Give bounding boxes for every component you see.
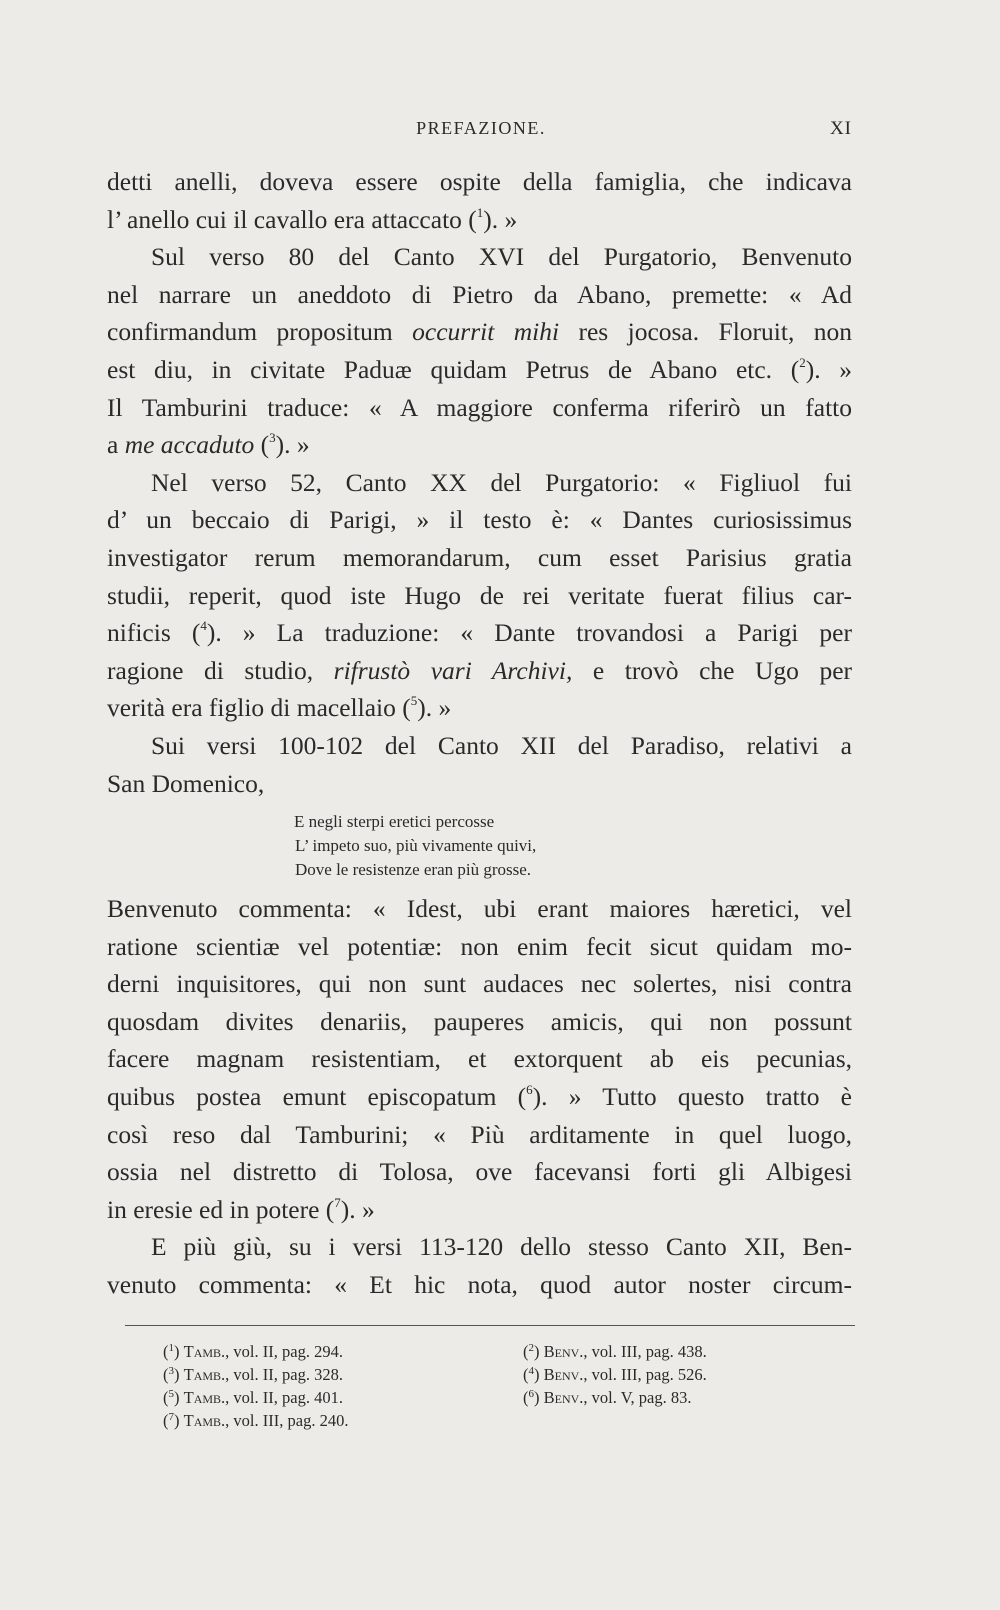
source-abbr: Tamb. xyxy=(183,1411,226,1430)
text-line: Sui versi 100-102 del Canto XII del Paradiso, relativi a xyxy=(151,730,852,760)
footnote-ref: 3 xyxy=(269,430,276,446)
footnote: ($^7$) Tamb., vol. III, pag. 240. xyxy=(163,1411,349,1430)
footnote: ($^5$) Tamb., vol. II, pag. 401. xyxy=(163,1388,343,1407)
footnote-ref: 2 xyxy=(799,354,806,370)
text-line: derni inquisitores, qui non sunt audaces nec solertes, nisi contra xyxy=(107,969,852,999)
source-abbr: Tamb. xyxy=(183,1342,226,1361)
text-fragment: ). » xyxy=(483,204,518,234)
text-line xyxy=(107,1191,852,1229)
running-header xyxy=(110,118,852,148)
text-line: d’ un beccaio di Parigi, » il testo è: « Dantes curiosissimus xyxy=(107,505,852,535)
text-fragment: ragione di studio, xyxy=(107,655,314,685)
footnote: ($^2$) Benv., vol. III, pag. 438. xyxy=(523,1342,707,1361)
verse-line: E negli sterpi eretici percosse xyxy=(294,812,495,832)
footnote-ref: 1 xyxy=(476,204,484,220)
text-line xyxy=(107,201,852,239)
verse-line: L’ impeto suo, più vivamente quivi, xyxy=(295,836,537,856)
text-fragment: a xyxy=(107,430,119,460)
page-number: XI xyxy=(829,118,852,139)
text-fragment: ). » xyxy=(805,354,852,384)
text-line: facere magnam resistentiam, et extorquent ab eis pecunias, xyxy=(107,1044,852,1074)
text-line xyxy=(107,313,852,351)
text-line: investigator rerum memorandarum, cum esset Parisius gratia xyxy=(107,542,852,572)
footnote-text: , vol. III, pag. 526. xyxy=(583,1365,707,1384)
footnote-text: , vol. V, pag. 83. xyxy=(583,1388,692,1407)
footnote-number: 5 xyxy=(168,1388,174,1400)
text-line xyxy=(107,426,852,464)
text-line xyxy=(107,652,852,690)
text-line: Il Tamburini traduce: « A maggiore conferma riferirò un fatto xyxy=(107,392,852,422)
source-abbr: Tamb. xyxy=(183,1365,226,1384)
footnotes-right-column xyxy=(523,1340,707,1409)
text-line: E più giù, su i versi 113-120 dello stesso Canto XII, Ben- xyxy=(151,1232,852,1262)
text-line: Nel verso 52, Canto XX del Purgatorio: « Figliuol fui xyxy=(151,467,852,497)
text-line: Sul verso 80 del Canto XVI del Purgatorio, Benvenuto xyxy=(151,242,852,272)
text-fragment: quibus postea emunt episcopatum ( xyxy=(107,1082,527,1112)
footnote-ref: 6 xyxy=(526,1082,533,1098)
footnote-ref: 5 xyxy=(410,693,418,709)
footnote-number: 2 xyxy=(528,1342,534,1354)
footnote: ($^3$) Tamb., vol. II, pag. 328. xyxy=(163,1365,343,1384)
text-fragment: verità era figlio di macellaio ( xyxy=(107,693,411,723)
source-abbr: Benv. xyxy=(543,1342,584,1361)
text-fragment: e trovò che Ugo per xyxy=(572,655,853,685)
footnote-text: , vol. III, pag. 438. xyxy=(583,1342,707,1361)
footnote-number: 4 xyxy=(528,1365,534,1377)
text-fragment: est diu, in civitate Paduæ quidam Petrus de Abano etc. ( xyxy=(107,354,800,384)
text-fragment: ). » xyxy=(340,1194,375,1224)
footnote-number: 3 xyxy=(168,1365,174,1377)
italic-phrase: rifrustò vari Archivi, xyxy=(333,655,573,685)
text-fragment: ( xyxy=(254,430,270,460)
text-line: ratione scientiæ vel potentiæ: non enim fecit sicut quidam mo- xyxy=(107,931,852,961)
text-fragment: ). » xyxy=(417,693,452,723)
main-text xyxy=(107,163,852,1304)
text-fragment: nificis ( xyxy=(107,618,201,648)
text-fragment: ). » Tutto questo tratto è xyxy=(532,1082,853,1112)
footnote-divider xyxy=(125,1325,855,1326)
footnote-number: 6 xyxy=(528,1388,534,1400)
footnote: ($^1$) Tamb., vol. II, pag. 294. xyxy=(163,1342,343,1361)
text-line xyxy=(107,351,852,389)
source-abbr: Benv. xyxy=(543,1365,584,1384)
italic-phrase: me accaduto xyxy=(124,430,255,460)
source-abbr: Benv. xyxy=(543,1388,584,1407)
verse-line: Dove le resistenze eran più grosse. xyxy=(295,860,532,880)
footnote-ref: 4 xyxy=(200,618,207,634)
text-fragment: confirmandum propositum xyxy=(107,317,393,347)
footnote: ($^6$) Benv., vol. V, pag. 83. xyxy=(523,1388,692,1407)
text-fragment: ). » xyxy=(275,430,310,460)
text-line: San Domenico, xyxy=(107,768,265,798)
text-line: nel narrare un aneddoto di Pietro da Abano, premette: « Ad xyxy=(107,279,852,309)
text-line xyxy=(107,614,852,652)
running-title: PREFAZIONE. xyxy=(416,118,546,138)
footnote: ($^4$) Benv., vol. III, pag. 526. xyxy=(523,1365,707,1384)
text-line: studii, reperit, quod iste Hugo de rei veritate fuerat filius car- xyxy=(107,580,852,610)
footnote-text: , vol. II, pag. 401. xyxy=(225,1388,343,1407)
text-line xyxy=(107,1078,852,1116)
footnote-text: , vol. II, pag. 294. xyxy=(225,1342,343,1361)
text-line: Benvenuto commenta: « Idest, ubi erant maiores hæretici, vel xyxy=(107,894,852,924)
text-line: detti anelli, doveva essere ospite della famiglia, che indicava xyxy=(107,167,852,196)
text-line: così reso dal Tamburini; « Più arditamente in quel luogo, xyxy=(107,1119,852,1149)
footnotes-left-column xyxy=(163,1340,348,1432)
text-line: quosdam divites denariis, pauperes amicis, qui non possunt xyxy=(107,1006,852,1036)
quoted-verse xyxy=(294,810,852,882)
text-fragment: ). » La traduzione: « Dante trovandosi a Parigi per xyxy=(206,618,852,648)
footnote-number: 1 xyxy=(168,1342,174,1354)
footnote-text: , vol. II, pag. 328. xyxy=(225,1365,343,1384)
text-line: ossia nel distretto di Tolosa, ove facevansi forti gli Albigesi xyxy=(107,1157,852,1187)
italic-phrase: occurrit mihi xyxy=(412,317,560,347)
text-line: venuto commenta: « Et hic nota, quod autor noster circum- xyxy=(107,1270,852,1300)
source-abbr: Tamb. xyxy=(183,1388,226,1407)
text-fragment: res jocosa. Floruit, non xyxy=(559,317,853,347)
text-line xyxy=(107,689,852,727)
text-fragment: in eresie ed in potere ( xyxy=(107,1194,335,1224)
footnote-ref: 7 xyxy=(334,1194,341,1210)
footnote-number: 7 xyxy=(168,1411,174,1423)
footnote-text: , vol. III, pag. 240. xyxy=(225,1411,349,1430)
text-fragment: l’ anello cui il cavallo era attaccato ( xyxy=(107,204,477,234)
